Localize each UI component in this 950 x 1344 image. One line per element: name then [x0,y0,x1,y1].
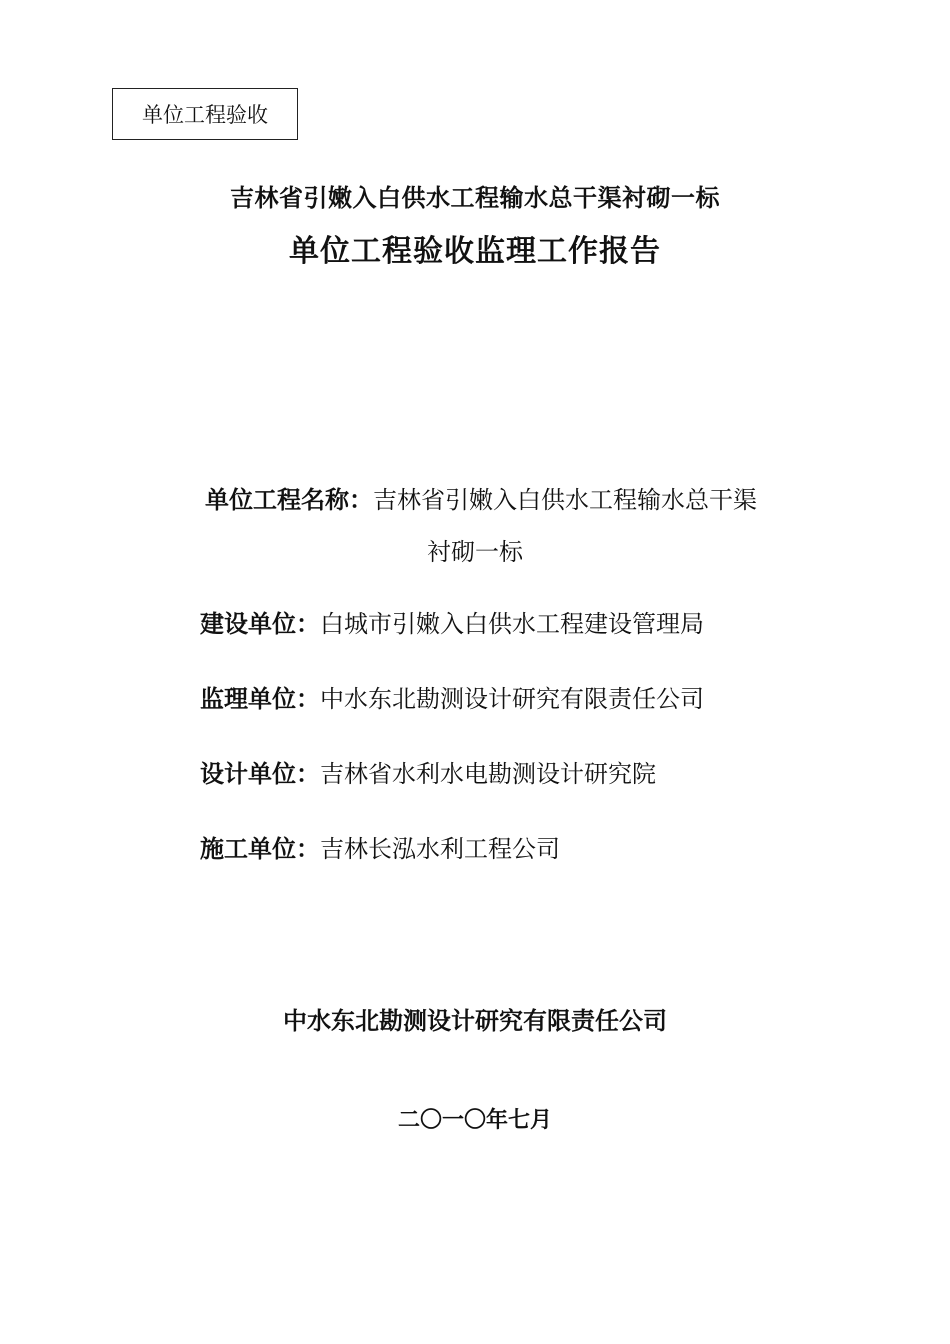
field-construction-unit-value: 白城市引嫩入白供水工程建设管理局 [320,610,704,638]
field-construction-unit-label: 建设单位： [200,609,320,638]
field-project-name-label: 单位工程名称： [205,485,373,514]
field-design-unit-label: 设计单位： [200,759,320,788]
field-supervision-unit [200,679,704,714]
field-construction-unit [200,604,704,639]
issue-date: 二〇一〇年七月 [397,1107,552,1133]
acceptance-tag-box [112,88,298,140]
field-supervision-unit-label: 监理单位： [200,684,320,713]
field-contractor-unit-label: 施工单位： [200,834,320,863]
field-project-name-value: 吉林省引嫩入白供水工程输水总干渠 [373,486,757,514]
field-design-unit-value: 吉林省水利水电勘测设计研究院 [320,760,656,788]
field-project-name-value-continued: 衬砌一标 [427,538,523,566]
issuing-company: 中水东北勘测设计研究有限责任公司 [283,1006,667,1035]
field-contractor-unit [200,829,560,864]
field-supervision-unit-value: 中水东北勘测设计研究有限责任公司 [320,685,704,713]
report-title-project: 吉林省引嫩入白供水工程输水总干渠衬砌一标 [230,183,720,212]
field-project-name [205,480,757,515]
acceptance-tag-text: 单位工程验收 [142,103,268,127]
field-contractor-unit-value: 吉林长泓水利工程公司 [320,835,560,863]
report-title-main: 单位工程验收监理工作报告 [289,234,661,269]
field-design-unit [200,754,656,789]
